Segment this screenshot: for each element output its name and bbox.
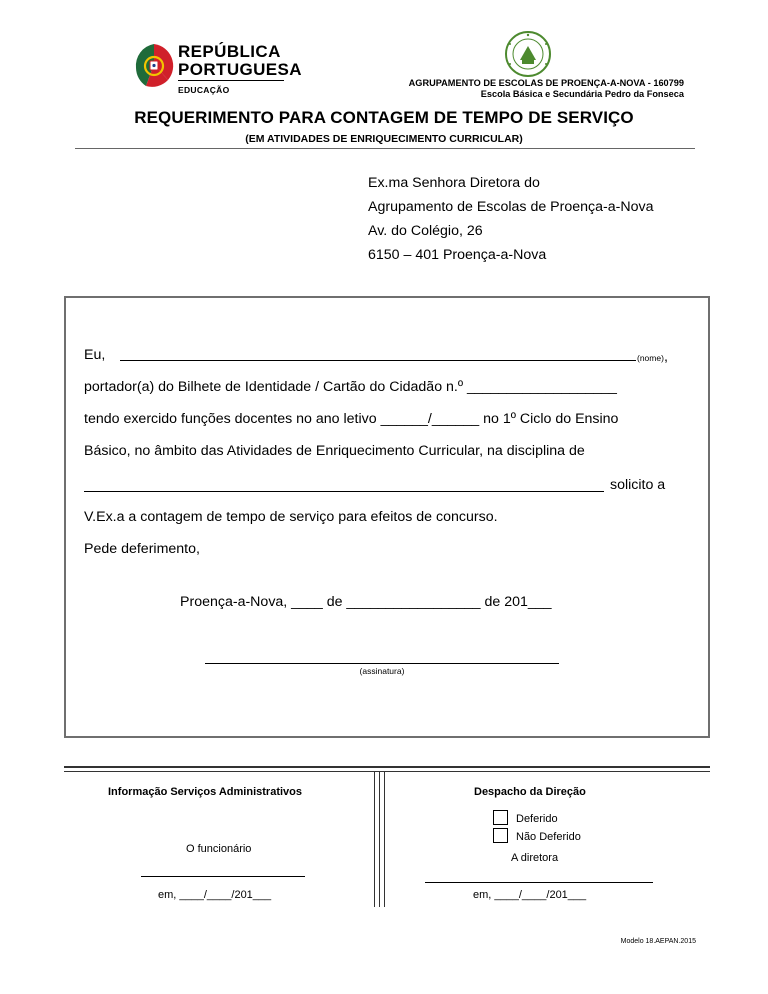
diretora-signature-line[interactable] — [425, 882, 653, 883]
bottom-double-rule-bottom — [64, 771, 710, 772]
document-title: REQUERIMENTO PARA CONTAGEM DE TEMPO DE SERVIÇO — [134, 108, 634, 127]
funcionario-label: O funcionário — [186, 843, 252, 855]
column-divider-1 — [374, 771, 375, 907]
place-date-line: Proença-a-Nova, ____ de _________________ de 201___ — [180, 594, 552, 610]
bottom-double-rule-top — [64, 766, 710, 768]
diretora-label: A diretora — [511, 852, 559, 864]
direction-heading: Despacho da Direção — [474, 786, 586, 798]
school-year-line: tendo exercido funções docentes no ano letivo ______/______ no 1º Ciclo do Ensino — [84, 411, 619, 427]
document-subtitle: (EM ATIVIDADES DE ENRIQUECIMENTO CURRICULAR) — [245, 133, 523, 145]
school-seal-icon — [500, 30, 556, 78]
logo-divider — [178, 80, 284, 81]
signature-line[interactable] — [205, 663, 559, 664]
deferido-checkbox[interactable] — [493, 810, 508, 825]
closing-text: Pede deferimento, — [84, 541, 200, 557]
republica-text: REPÚBLICA — [178, 42, 281, 61]
address-line-3: Av. do Colégio, 26 — [368, 223, 483, 239]
portuguesa-text: PORTUGUESA — [178, 60, 302, 79]
funcionario-signature-line[interactable] — [141, 876, 305, 877]
column-divider-3 — [384, 771, 385, 907]
school-seal-logo — [500, 30, 556, 78]
address-line-4: 6150 – 401 Proença-a-Nova — [368, 247, 547, 263]
model-reference: Modelo 18.AEPAN.2015 — [620, 938, 696, 945]
address-line-1: Ex.ma Senhora Diretora do — [368, 175, 540, 191]
educacao-text: EDUCAÇÃO — [178, 85, 230, 95]
republica-portuguesa-logo — [132, 40, 302, 100]
column-divider-2 — [379, 771, 380, 907]
admin-services-heading: Informação Serviços Administrativos — [108, 786, 302, 798]
nao-deferido-label: Não Deferido — [516, 831, 581, 843]
school-name: Escola Básica e Secundária Pedro da Fonseca — [480, 89, 684, 99]
header-divider — [75, 148, 695, 149]
name-input-line[interactable] — [120, 360, 636, 361]
school-group-name: AGRUPAMENTO DE ESCOLAS DE PROENÇA-A-NOVA - 160799 — [408, 78, 684, 88]
address-line-2: Agrupamento de Escolas de Proença-a-Nova — [368, 199, 654, 215]
nome-label: (nome), — [637, 349, 668, 365]
id-card-line: portador(a) do Bilhete de Identidade / Cartão do Cidadão n.º ___________________ — [84, 379, 617, 395]
eu-label: Eu, — [84, 347, 106, 363]
aec-discipline-line: Básico, no âmbito das Atividades de Enriquecimento Curricular, na disciplina de — [84, 443, 585, 459]
signature-label: (assinatura) — [359, 666, 405, 676]
deferido-label: Deferido — [516, 813, 558, 825]
solicito-text: solicito a — [610, 477, 666, 493]
nao-deferido-checkbox[interactable] — [493, 828, 508, 843]
request-purpose-line: V.Ex.a a contagem de tempo de serviço para efeitos de concurso. — [84, 509, 498, 525]
direction-date-line: em, ____/____/201___ — [473, 889, 587, 901]
discipline-input-line[interactable] — [84, 491, 604, 492]
admin-date-line: em, ____/____/201___ — [158, 889, 272, 901]
